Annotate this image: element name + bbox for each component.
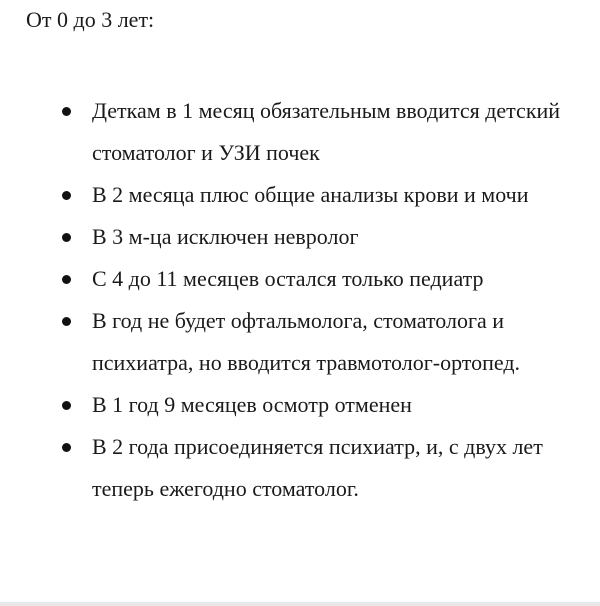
list-item: [0, 258, 600, 300]
bullet-dot-icon: [62, 107, 71, 116]
list-item: [0, 426, 600, 510]
list-item-text: В 3 м-ца исключен невролог: [92, 224, 359, 249]
bullet-dot-icon: [62, 443, 71, 452]
bullet-dot-icon: [62, 317, 71, 326]
list-item-text: В год не будет офтальмолога, стоматолога и психиатра, но вводится травмотолог-ортопед.: [92, 308, 521, 375]
section-heading: От 0 до 3 лет:: [26, 7, 155, 32]
list-item: [0, 384, 600, 426]
list-item-text: Деткам в 1 месяц обязательным вводится детский стоматолог и УЗИ почек: [92, 98, 561, 165]
bullet-dot-icon: [62, 233, 71, 242]
list-item-text: В 2 месяца плюс общие анализы крови и мочи: [92, 182, 529, 207]
bullet-dot-icon: [62, 191, 71, 200]
bullet-dot-icon: [62, 401, 71, 410]
list-item: [0, 216, 600, 258]
checkup-list: [0, 90, 600, 510]
list-item-text: С 4 до 11 месяцев остался только педиатр: [92, 266, 484, 291]
list-item: [0, 174, 600, 216]
bullet-dot-icon: [62, 275, 71, 284]
bottom-divider: [0, 602, 600, 606]
list-item: [0, 90, 600, 174]
list-item-text: В 2 года присоединяется психиатр, и, с двух лет теперь ежегодно стоматолог.: [92, 434, 543, 501]
list-item-text: В 1 год 9 месяцев осмотр отменен: [92, 392, 412, 417]
list-item: [0, 300, 600, 384]
